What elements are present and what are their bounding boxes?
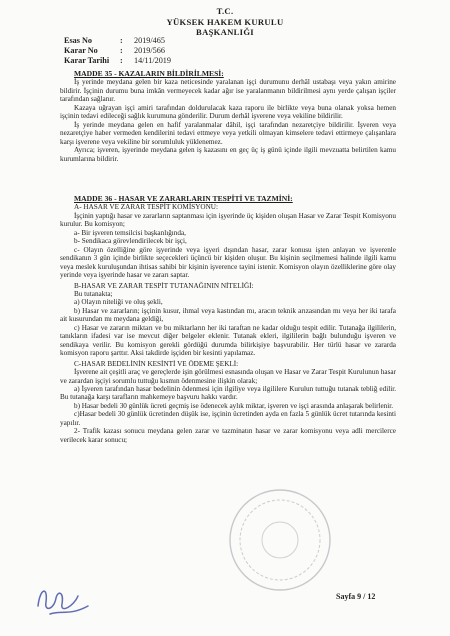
subsection-title: A- HASAR VE ZARAR TESPİT KOMİSYONU: [74,203,218,212]
document-header [0,6,450,38]
meta-key: Karar Tarihi [64,56,110,66]
meta-colon: : [120,36,123,45]
paragraph: İş yerinde meydana gelen bir kaza neticesinde yaralanan işçi durumunu derhâl ustabaşı veya yakın amirine bildirir. İşçinin durumu buna imkân vermeyecek kadar ağır ise yaralanmanın bildirilmesi aynı yerde çalışan işçiler tarafından sağlanır. [60,78,396,104]
list-item: a- Bir işveren temsilcisi başkanlığında, [74,228,186,237]
meta-key: Esas No [64,36,92,45]
meta-value: 2019/465 [134,36,165,45]
list-item: 2- Trafik kazası sonucu meydana gelen zarar ve tazminatın hasar ve zarar komisyonu veya adli mercilerce verilecek karar sonucu; [60,427,396,444]
meta-value: 2019/566 [134,46,165,56]
header-line-office: BAŞKANLIĞI [196,27,254,37]
paragraph: İşverene ait çeşitli araç ve gereçlerde işin görülmesi esnasında oluşan ve Hasar ve Zarar Tespit Kurulunun hasar ve zarardan işçiyi sorumlu tuttuğu kısmın ödenmesine ilişkin olarak; [60,368,396,385]
section-title: MADDE 36 - HASAR VE ZARARLARIN TESPİTİ VE TAZMİNİ: [74,194,293,203]
case-meta [64,36,171,67]
paragraph: Bu tutanakta; [74,289,113,298]
subsection-title: B-HASAR VE ZARAR TESPİT TUTANAĞININ NİTELİĞİ: [74,281,254,290]
list-item: b) Hasar bedeli 30 günlük ücreti geçmiş ise ödenecek aylık miktar, işveren ve işçi arasında anlaşarak belirlenir. [74,401,394,410]
list-item: b) Hasar ve zararların; işçinin kusur, ihmal veya kastından mı, aracın teknik arızasından mı veya her iki tarafa ait kusurundan mı meydana geldiği, [60,306,396,324]
meta-key: Karar No [64,46,98,56]
list-item: b- Sendikaca görevlendirilecek bir işçi, [74,237,187,246]
header-line-tc: T.C. [216,6,234,16]
section-title: MADDE 35 - KAZALARIN BİLDİRİLMESİ: [74,69,224,78]
meta-value: 14/11/2019 [134,56,171,66]
list-item: c)Hasar bedeli 30 günlük ücretinden düşük ise, işçinin ücretinden ayda en fazla 5 günlük ücret tutarında kesinti yapılır. [60,410,396,427]
list-item: c) Hasar ve zararın miktarı ve bu miktarların her iki taraftan ne kadar olduğu tespit edilir. Tutanağa ilgililerin, tanıkların ifadesi var ise mevcut diğer belgeler eklenir. Tutanak ekleri, ilgililerin bağlı bulunduğu işveren ve sendikaya verilir. Bu komisyon gerekli gördüğü durumda bilirkişiye başvurabilir. Her türlü hasar ve zararda komisyon raporu şarttır. Aksi takdirde işçiden bir kesinti yapılamaz. [60,323,396,358]
list-item: c- Olayın özelliğine göre işyerinde veya işyeri dışından hasar, zarar konusu işten anlayan ve işverenle sendikanın 3 gün içinde birlikte seçecekleri üçüncü bir kişiden oluşur. Bu kişinin seçilmemesi halinde ilgili kamu veya meslek kuruluşundan ihtisas sahibi bir kişinin işverence tayini istenir. Komisyon olayın özelliklerine göre olay yerinde veya işyerinde hasar ve zararı saptar. [60,245,396,280]
meta-colon: : [120,56,123,66]
header-line-institution: YÜKSEK HAKEM KURULU [166,16,284,27]
paragraph: Kazaya uğrayan işçi amiri tarafından doldurulacak kaza raporu ile birlikte veya buna olanak yoksa hemen işçinin tedavi edileceği sağlık kurumuna gönderilir. Durum derhâl işverene veya vekiline bildirilir. [60,103,396,121]
madde-36-section [60,195,396,444]
page-number: Sayfa 9 / 12 [336,592,376,601]
list-item: a) Olayın niteliği ve oluş şekli, [74,298,163,307]
paragraph: Ayrıca; işveren, işyerinde meydana gelen iş kazasını en geç üç iş günü içinde ilgili mevzuatta belirtilen kamu kurumlarına bildirir. [60,146,396,163]
subsection-title: C-HASAR BEDELİNİN KESİNTİ VE ÖDEME ŞEKLİ: [74,359,239,368]
meta-colon: : [120,46,123,56]
paragraph: İş yerinde meydana gelen en hafif yaralanmalar dâhil, işçi tarafından nezaretçiye bildirilir. İşveren veya nezaretçiye haber vermeden kendilerini tedavi ettmeye veya yetkili olmayan kimselere tedavi ettirmeye çalışanlara karşı işverene veya vekiline bir sorumluluk yüklenemez. [60,120,396,146]
meta-row-tarih [64,56,171,66]
madde-35-section [60,70,396,163]
paragraph: İşçinin yaptığı hasar ve zararların saptanması için işyerinde üç kişiden oluşan Hasar ve Zarar Tespit Komisyonu kurulur. Bu komisyon; [60,211,396,229]
meta-row-karar [64,46,171,56]
list-item: a) İşveren tarafından hasar bedelinin ödenmesi için ilgiliye veya ilgililere Kurulun tuttuğu tutanak tebliğ edilir. Bu tutanağa karşı tarafların mahkemeye başvuru hakkı vardır. [60,384,396,402]
handwritten-signature-icon [30,576,100,620]
official-stamp-icon [226,486,334,594]
meta-row-esas [64,36,171,46]
